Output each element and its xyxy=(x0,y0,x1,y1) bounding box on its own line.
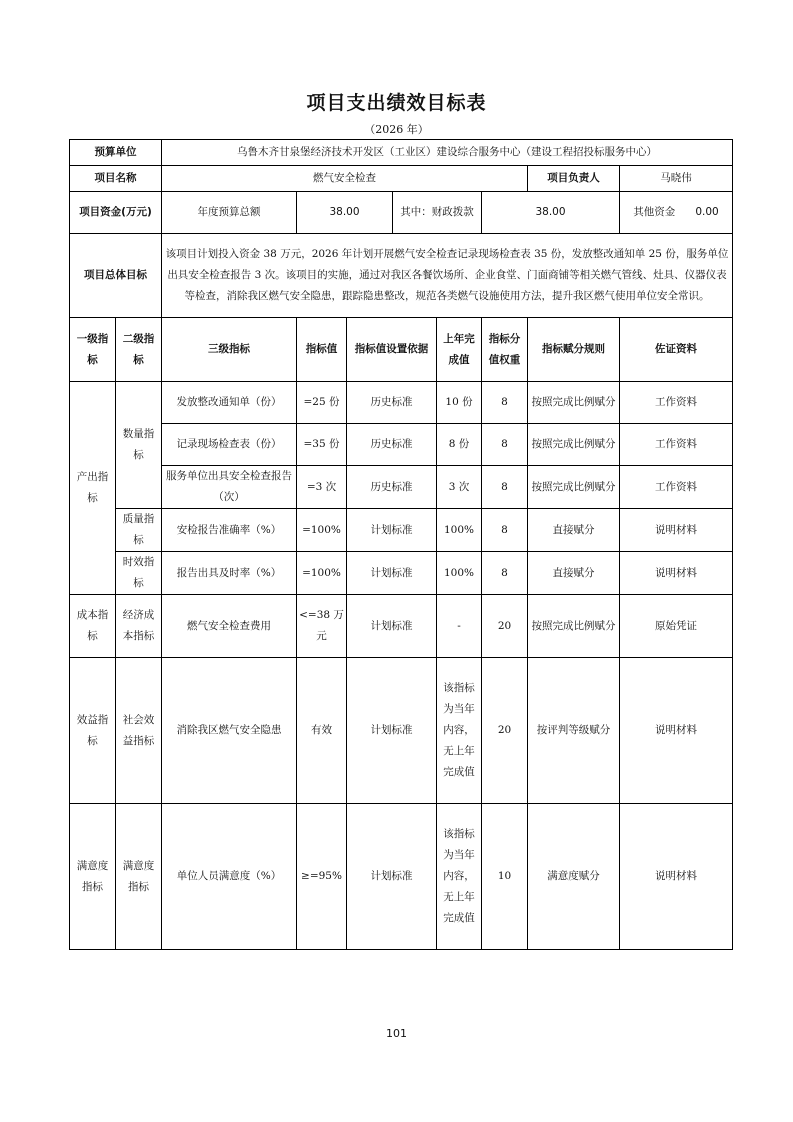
header-level2: 二级指标 xyxy=(116,318,162,382)
page-number: 101 xyxy=(386,1027,407,1040)
indicator-rule: 按照完成比例赋分 xyxy=(528,382,620,424)
indicator-evidence: 工作资料 xyxy=(620,466,733,509)
indicator-basis: 历史标准 xyxy=(347,382,437,424)
indicator-last-year: 100% xyxy=(437,552,482,595)
indicator-evidence: 说明材料 xyxy=(620,804,733,950)
table-row xyxy=(70,382,733,424)
funds-row xyxy=(70,192,733,234)
indicator-basis: 计划标准 xyxy=(347,595,437,658)
project-name-value: 燃气安全检查 xyxy=(162,166,528,192)
indicator-name: 安检报告准确率（%） xyxy=(162,509,297,552)
header-evidence: 佐证资料 xyxy=(620,318,733,382)
group-output: 产出指标 xyxy=(70,382,116,595)
overview-text: 该项目计划投入资金 38 万元，2026 年计划开展燃气安全检查记录现场检查表 35 份，发放整改通知单 25 份，服务单位出具安全检查报告 3 次。该项目的实施，通过对我区各餐饮场所、企业食堂、门面商铺等相关燃气管线、灶具、仪器仪表等检查，消除我区燃气安全隐患，跟踪隐患整改，规范各类燃气设施使用方法，提升我区燃气使用单位安全常识。 xyxy=(162,234,733,318)
indicator-evidence: 说明材料 xyxy=(620,552,733,595)
indicator-evidence: 说明材料 xyxy=(620,509,733,552)
fiscal-value: 38.00 xyxy=(482,192,620,234)
group-satisfaction-sub: 满意度指标 xyxy=(116,804,162,950)
indicator-basis: 计划标准 xyxy=(347,804,437,950)
indicator-name: 发放整改通知单（份） xyxy=(162,382,297,424)
group-social: 社会效益指标 xyxy=(116,658,162,804)
table-row xyxy=(70,509,733,552)
indicator-value: =25 份 xyxy=(297,382,347,424)
fiscal-label: 其中：财政拨款 xyxy=(393,192,482,234)
indicator-last-year: - xyxy=(437,595,482,658)
performance-target-table xyxy=(69,139,733,950)
indicator-name: 消除我区燃气安全隐患 xyxy=(162,658,297,804)
indicator-last-year: 该指标为当年内容，无上年完成值 xyxy=(437,804,482,950)
header-row xyxy=(70,318,733,382)
indicator-name: 燃气安全检查费用 xyxy=(162,595,297,658)
indicator-rule: 按照完成比例赋分 xyxy=(528,424,620,466)
header-level3: 三级指标 xyxy=(162,318,297,382)
indicator-last-year: 该指标为当年内容，无上年完成值 xyxy=(437,658,482,804)
header-last-year: 上年完成值 xyxy=(437,318,482,382)
header-weight: 指标分值权重 xyxy=(482,318,528,382)
table-row xyxy=(70,658,733,804)
header-level1: 一级指标 xyxy=(70,318,116,382)
group-cost: 成本指标 xyxy=(70,595,116,658)
indicator-basis: 计划标准 xyxy=(347,658,437,804)
indicator-evidence: 原始凭证 xyxy=(620,595,733,658)
indicator-weight: 8 xyxy=(482,424,528,466)
indicator-value: =100% xyxy=(297,509,347,552)
year-label: （2026 年） xyxy=(364,123,429,136)
group-econ-cost: 经济成本指标 xyxy=(116,595,162,658)
group-benefit: 效益指标 xyxy=(70,658,116,804)
indicator-name: 服务单位出具安全检查报告（次） xyxy=(162,466,297,509)
table-row xyxy=(70,595,733,658)
table-row xyxy=(70,552,733,595)
indicator-evidence: 工作资料 xyxy=(620,424,733,466)
indicator-weight: 20 xyxy=(482,595,528,658)
indicator-last-year: 10 份 xyxy=(437,382,482,424)
indicator-rule: 按照完成比例赋分 xyxy=(528,466,620,509)
indicator-value: =100% xyxy=(297,552,347,595)
indicator-evidence: 说明材料 xyxy=(620,658,733,804)
project-name-row xyxy=(70,166,733,192)
header-basis: 指标值设置依据 xyxy=(347,318,437,382)
indicator-evidence: 工作资料 xyxy=(620,382,733,424)
indicator-weight: 20 xyxy=(482,658,528,804)
annual-budget-value: 38.00 xyxy=(297,192,393,234)
indicator-weight: 10 xyxy=(482,804,528,950)
annual-budget-label: 年度预算总额 xyxy=(162,192,297,234)
table-row xyxy=(70,424,733,466)
indicator-basis: 历史标准 xyxy=(347,424,437,466)
indicator-basis: 计划标准 xyxy=(347,509,437,552)
budget-unit-value: 乌鲁木齐甘泉堡经济技术开发区（工业区）建设综合服务中心（建设工程招投标服务中心） xyxy=(162,140,733,166)
indicator-last-year: 8 份 xyxy=(437,424,482,466)
project-leader-value: 马晓伟 xyxy=(620,166,733,192)
indicator-basis: 历史标准 xyxy=(347,466,437,509)
indicator-last-year: 100% xyxy=(437,509,482,552)
indicator-last-year: 3 次 xyxy=(437,466,482,509)
indicator-weight: 8 xyxy=(482,466,528,509)
header-value: 指标值 xyxy=(297,318,347,382)
page-title: 项目支出绩效目标表 xyxy=(306,92,487,114)
project-leader-label: 项目负责人 xyxy=(528,166,620,192)
indicator-value: 有效 xyxy=(297,658,347,804)
overview-row xyxy=(70,234,733,318)
indicator-rule: 直接赋分 xyxy=(528,509,620,552)
indicator-value: <=38 万元 xyxy=(297,595,347,658)
indicator-weight: 8 xyxy=(482,552,528,595)
funds-label: 项目资金(万元) xyxy=(70,192,162,234)
indicator-name: 单位人员满意度（%） xyxy=(162,804,297,950)
indicator-value: =3 次 xyxy=(297,466,347,509)
group-quality: 质量指标 xyxy=(116,509,162,552)
table-row xyxy=(70,804,733,950)
overview-label: 项目总体目标 xyxy=(70,234,162,318)
group-timeliness: 时效指标 xyxy=(116,552,162,595)
indicator-weight: 8 xyxy=(482,509,528,552)
indicator-value: =35 份 xyxy=(297,424,347,466)
indicator-rule: 直接赋分 xyxy=(528,552,620,595)
header-rule: 指标赋分规则 xyxy=(528,318,620,382)
table-row xyxy=(70,466,733,509)
other-funds-label: 其他资金 xyxy=(633,206,676,218)
group-quantity: 数量指标 xyxy=(116,382,162,509)
indicator-rule: 按评判等级赋分 xyxy=(528,658,620,804)
indicator-rule: 按照完成比例赋分 xyxy=(528,595,620,658)
funds-other xyxy=(620,192,733,234)
budget-unit-row xyxy=(70,140,733,166)
budget-unit-label: 预算单位 xyxy=(70,140,162,166)
indicator-weight: 8 xyxy=(482,382,528,424)
indicator-value: ≥=95% xyxy=(297,804,347,950)
indicator-name: 记录现场检查表（份） xyxy=(162,424,297,466)
project-name-label: 项目名称 xyxy=(70,166,162,192)
group-satisfaction: 满意度指标 xyxy=(70,804,116,950)
indicator-basis: 计划标准 xyxy=(347,552,437,595)
indicator-rule: 满意度赋分 xyxy=(528,804,620,950)
indicator-name: 报告出具及时率（%） xyxy=(162,552,297,595)
other-funds-value: 0.00 xyxy=(695,206,719,218)
